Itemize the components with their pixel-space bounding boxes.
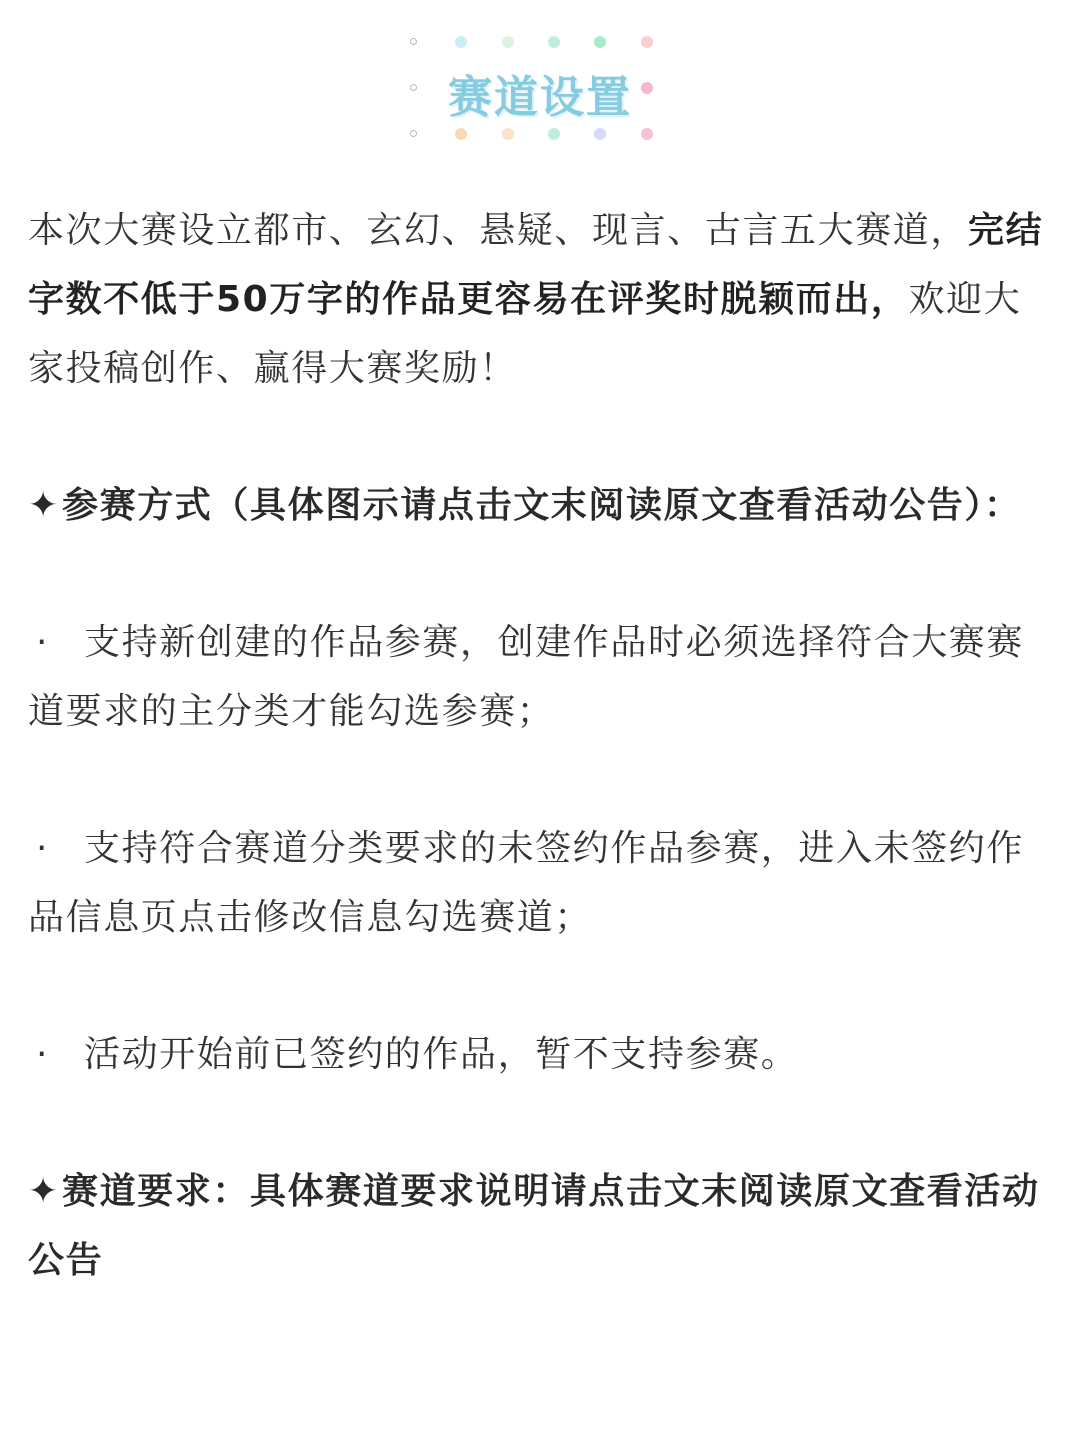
decor-dot (641, 36, 653, 48)
participation-heading (28, 471, 1052, 540)
list-item-text: 支持新创建的作品参赛，创建作品时必须选择符合大赛赛道要求的主分类才能勾选参赛； (28, 622, 1025, 732)
list-item (28, 608, 1052, 746)
intro-paragraph (28, 196, 1052, 403)
bullet-icon: · (36, 828, 50, 869)
article-body (28, 196, 1052, 1295)
list-item (28, 1020, 1052, 1089)
decor-dot (410, 38, 417, 45)
section-header (0, 0, 1080, 160)
intro-text-before: 本次大赛设立都市、玄幻、悬疑、现言、古言五大赛道， (28, 210, 969, 251)
intro-text-after: 欢迎大家投稿创作、赢得大赛奖励！ (28, 279, 1022, 389)
sparkle-icon: ✦ (28, 1171, 60, 1212)
list-item-text: 活动开始前已签约的作品，暂不支持参赛。 (84, 1034, 799, 1075)
sparkle-icon: ✦ (28, 485, 60, 526)
requirements-heading-text: 赛道要求：具体赛道要求说明请点击文末阅读原文查看活动公告 (28, 1171, 1040, 1281)
bullet-icon: · (36, 622, 50, 663)
list-item (28, 814, 1052, 952)
decor-dot (502, 36, 514, 48)
list-item-text: 支持符合赛道分类要求的未签约作品参赛，进入未签约作品信息页点击修改信息勾选赛道； (28, 828, 1025, 938)
section-title: 赛道设置 (448, 72, 632, 123)
bullet-icon: · (36, 1034, 50, 1075)
intro-bold-text: 完结字数不低于50万字的作品更容易在评奖时脱颖而出， (28, 210, 1044, 320)
decor-dot (594, 36, 606, 48)
decor-dot (455, 36, 467, 48)
decor-dot (548, 36, 560, 48)
requirements-heading (28, 1157, 1052, 1295)
participation-heading-text: 参赛方式（具体图示请点击文末阅读原文查看活动公告）： (62, 485, 1022, 526)
